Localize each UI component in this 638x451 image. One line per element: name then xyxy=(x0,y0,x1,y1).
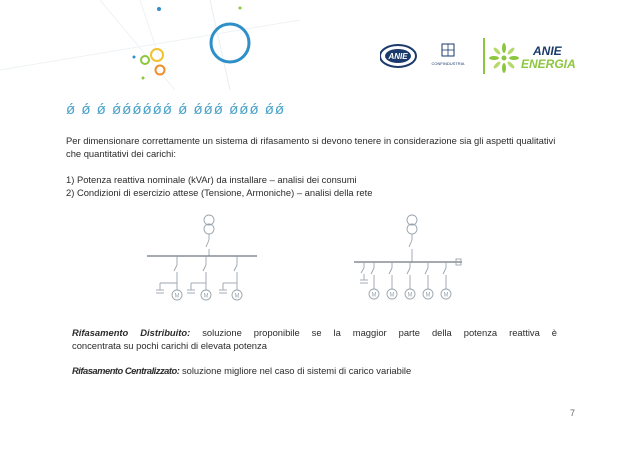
transformer-icon xyxy=(407,215,417,225)
switch-icon xyxy=(206,240,209,247)
list-item: 1) Potenza reattiva nominale (kVAr) da installare – analisi dei consumi xyxy=(66,174,357,185)
distributed-term: Rifasamento Distribuito: xyxy=(72,327,191,338)
anie-energia-leaf-icon xyxy=(489,43,519,73)
transformer-icon xyxy=(204,215,214,225)
motor-label: M xyxy=(203,293,209,300)
distributed-compensation-diagram xyxy=(145,210,265,305)
centralized-term: Rifasamento Centralizzato: xyxy=(72,365,180,376)
centralized-compensation-diagram xyxy=(350,210,470,305)
anie-logo-icon xyxy=(380,45,416,67)
distributed-caption xyxy=(72,326,557,352)
centralized-caption xyxy=(72,364,557,377)
anie-energia-text-2: ENERGIA xyxy=(521,57,576,71)
page-number: 7 xyxy=(570,408,576,418)
motor-label: M xyxy=(371,292,377,299)
anie-logo-text: ANIE xyxy=(388,52,408,61)
motor-label: M xyxy=(174,293,180,300)
centralized-text: soluzione migliore nel caso di sistemi di carico variabile xyxy=(181,365,412,376)
switch-icon xyxy=(409,240,412,247)
anie-energia-text-1: ANIE xyxy=(533,44,562,58)
motor-label: M xyxy=(425,292,431,299)
intro-paragraph: Per dimensionare correttamente un sistema di rifasamento si devono tenere in considerazione sia gli aspetti qualitativi che quantitativi dei carichi: xyxy=(66,135,556,159)
confindustria-logo-icon xyxy=(432,44,465,66)
requirements-list xyxy=(66,173,586,199)
list-item: 2) Condizioni di esercizio attese (Tensione, Armoniche) – analisi della rete xyxy=(66,187,373,198)
distributed-text: soluzione proponibile se la maggior parte della potenza reattiva è xyxy=(202,327,558,338)
confindustria-logo-text: CONFINDUSTRIA xyxy=(431,61,465,66)
motor-label: M xyxy=(443,292,449,299)
motor-label: M xyxy=(389,292,395,299)
decorative-circles-icon xyxy=(0,0,300,90)
slide-title: ǿ ǿ ǿ ǿǿǿǿǿǿ ǿ ǿǿǿ ǿǿǿ ǿǿ xyxy=(66,101,286,118)
distributed-caption-line1 xyxy=(72,326,557,339)
header-logos xyxy=(380,36,590,76)
distributed-text-2: concentrata su pochi carichi di elevata potenza xyxy=(72,340,267,351)
motor-label: M xyxy=(234,293,240,300)
motor-label: M xyxy=(407,292,413,299)
